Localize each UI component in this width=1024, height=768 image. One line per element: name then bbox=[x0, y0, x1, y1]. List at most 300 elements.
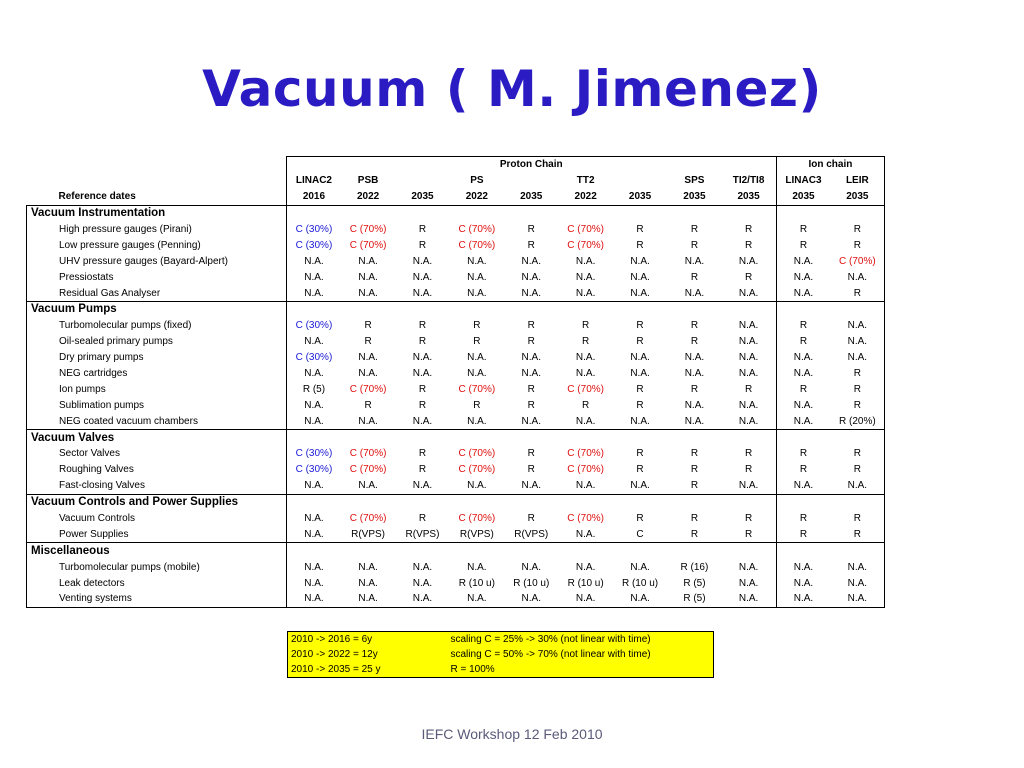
section-title: Vacuum Valves bbox=[27, 430, 287, 446]
section-spacer-cell bbox=[722, 543, 776, 559]
value-cell: C (30%) bbox=[287, 318, 341, 334]
value-cell: C (70%) bbox=[567, 448, 604, 460]
row-label: Sector Valves bbox=[27, 446, 287, 462]
value-cell: N.A. bbox=[830, 350, 884, 366]
value-cell: R bbox=[418, 336, 427, 348]
value-cell: N.A. bbox=[287, 511, 341, 527]
table-row bbox=[27, 253, 885, 269]
value-cell: N.A. bbox=[467, 352, 487, 364]
value-cell: C (70%) bbox=[458, 239, 496, 251]
table-row bbox=[27, 285, 885, 301]
row-label: High pressure gauges (Pirani) bbox=[27, 222, 287, 238]
value-cell: N.A. bbox=[521, 561, 541, 573]
value-cell: R bbox=[776, 237, 830, 253]
section-spacer-cell bbox=[830, 543, 884, 559]
table-row bbox=[27, 511, 885, 527]
value-cell: C (70%) bbox=[349, 448, 387, 460]
value-cell: N.A. bbox=[467, 271, 487, 283]
value-cell: R bbox=[690, 271, 699, 283]
value-cell: N.A. bbox=[738, 320, 759, 332]
legend-period: 2010 -> 2016 = 6y bbox=[291, 634, 373, 645]
value-cell: C (70%) bbox=[458, 383, 496, 395]
value-cell: R (5) bbox=[683, 577, 706, 589]
value-cell: N.A. bbox=[575, 352, 596, 364]
vacuum-table-body bbox=[27, 157, 885, 608]
value-cell: N.A. bbox=[630, 415, 650, 427]
section-spacer-cell bbox=[395, 302, 449, 318]
proton-chain-header: Proton Chain bbox=[287, 157, 777, 173]
value-cell: R(VPS) bbox=[514, 528, 549, 540]
section-spacer-cell bbox=[667, 205, 721, 221]
value-cell: R bbox=[582, 336, 590, 348]
value-cell: R bbox=[418, 320, 427, 332]
value-cell: C (70%) bbox=[458, 464, 496, 476]
value-cell: R bbox=[418, 224, 427, 235]
value-cell: R bbox=[473, 399, 481, 411]
header-row-years bbox=[27, 189, 885, 205]
section-spacer-cell bbox=[776, 302, 830, 318]
table-row bbox=[27, 334, 885, 350]
value-cell: C (70%) bbox=[458, 224, 496, 235]
section-spacer-cell bbox=[341, 430, 395, 446]
machine-header-cell: TI2/TI8 bbox=[732, 175, 765, 187]
value-cell: N.A. bbox=[412, 480, 433, 492]
value-cell: N.A. bbox=[287, 397, 341, 413]
section-spacer-cell bbox=[830, 302, 884, 318]
value-cell: N.A. bbox=[504, 591, 558, 607]
value-cell: N.A. bbox=[738, 352, 759, 364]
value-cell: N.A. bbox=[412, 415, 433, 427]
machine-header-cell bbox=[395, 173, 449, 189]
value-cell: N.A. bbox=[467, 415, 487, 427]
value-cell: R bbox=[830, 285, 884, 301]
value-cell: R bbox=[527, 320, 535, 332]
value-cell: R bbox=[744, 224, 753, 235]
value-cell: R (10 u) bbox=[513, 577, 550, 589]
table-row bbox=[27, 446, 885, 462]
table-row bbox=[27, 526, 885, 542]
section-spacer-cell bbox=[504, 494, 558, 510]
value-cell: R bbox=[364, 336, 372, 348]
row-label: Low pressure gauges (Penning) bbox=[27, 237, 287, 253]
value-cell: N.A. bbox=[830, 334, 884, 350]
section-spacer-cell bbox=[341, 205, 395, 221]
value-cell: N.A. bbox=[630, 255, 650, 267]
value-cell: R bbox=[830, 526, 884, 542]
value-cell: C (70%) bbox=[830, 253, 884, 269]
legend-body bbox=[288, 632, 714, 678]
value-cell: N.A. bbox=[358, 561, 378, 573]
value-cell: R bbox=[830, 237, 884, 253]
value-cell: N.A. bbox=[521, 271, 541, 283]
value-cell: R bbox=[636, 399, 644, 411]
section-spacer-cell bbox=[558, 543, 612, 559]
value-cell: R bbox=[418, 448, 427, 460]
value-cell: N.A. bbox=[521, 352, 541, 364]
value-cell: R bbox=[527, 239, 535, 251]
table-row bbox=[27, 559, 885, 575]
value-cell: R bbox=[527, 224, 535, 235]
value-cell: N.A. bbox=[575, 561, 596, 573]
section-row bbox=[27, 302, 885, 318]
value-cell: N.A. bbox=[776, 397, 830, 413]
year-header-cell: 2035 bbox=[520, 191, 543, 203]
header-row-machines bbox=[27, 173, 885, 189]
value-cell: N.A. bbox=[722, 591, 776, 607]
value-cell: R bbox=[418, 464, 427, 476]
value-cell: R bbox=[527, 336, 535, 348]
section-row bbox=[27, 430, 885, 446]
value-cell: N.A. bbox=[358, 368, 378, 380]
value-cell: R (10 u) bbox=[458, 577, 495, 589]
value-cell: N.A. bbox=[287, 334, 341, 350]
value-cell: N.A. bbox=[521, 415, 541, 427]
section-spacer-cell bbox=[450, 205, 504, 221]
value-cell: R bbox=[636, 464, 644, 476]
value-cell: R bbox=[636, 239, 644, 251]
value-cell: N.A. bbox=[412, 577, 433, 589]
value-cell: N.A. bbox=[467, 561, 487, 573]
value-cell: N.A. bbox=[776, 269, 830, 285]
row-label: Ion pumps bbox=[27, 381, 287, 397]
row-label: Sublimation pumps bbox=[27, 397, 287, 413]
value-cell: R bbox=[636, 336, 644, 348]
value-cell: N.A. bbox=[684, 415, 705, 427]
value-cell: N.A. bbox=[287, 253, 341, 269]
value-cell: N.A. bbox=[358, 415, 378, 427]
value-cell: N.A. bbox=[776, 591, 830, 607]
value-cell: N.A. bbox=[776, 285, 830, 301]
value-cell: R bbox=[636, 224, 644, 235]
value-cell: R bbox=[690, 383, 699, 395]
value-cell: N.A. bbox=[412, 287, 433, 299]
value-cell: C (30%) bbox=[287, 350, 341, 366]
section-spacer-cell bbox=[287, 430, 341, 446]
section-spacer-cell bbox=[667, 494, 721, 510]
value-cell: R bbox=[582, 320, 590, 332]
value-cell: N.A. bbox=[776, 366, 830, 382]
value-cell: R bbox=[830, 462, 884, 478]
value-cell: N.A. bbox=[467, 255, 487, 267]
row-label: Leak detectors bbox=[27, 575, 287, 591]
value-cell: R bbox=[744, 271, 753, 283]
table-row bbox=[27, 381, 885, 397]
value-cell: R bbox=[830, 446, 884, 462]
value-cell: R bbox=[690, 448, 699, 460]
value-cell: N.A. bbox=[412, 561, 433, 573]
row-label: Oil-sealed primary pumps bbox=[27, 334, 287, 350]
section-spacer-cell bbox=[830, 494, 884, 510]
machine-header-cell: PS bbox=[470, 175, 484, 187]
reference-dates-label: Reference dates bbox=[58, 191, 136, 203]
section-spacer-cell bbox=[613, 302, 667, 318]
table-row bbox=[27, 222, 885, 238]
value-cell: R bbox=[744, 239, 753, 251]
value-cell: C (70%) bbox=[567, 513, 604, 525]
section-spacer-cell bbox=[504, 543, 558, 559]
slide-title: Vacuum ( M. Jimenez) bbox=[202, 60, 822, 118]
value-cell: N.A. bbox=[467, 480, 487, 492]
value-cell: R bbox=[830, 222, 884, 238]
table-row bbox=[27, 591, 885, 607]
table-row bbox=[27, 397, 885, 413]
row-label: Turbomolecular pumps (mobile) bbox=[27, 559, 287, 575]
value-cell: N.A. bbox=[412, 255, 433, 267]
value-cell: R bbox=[776, 462, 830, 478]
row-label: UHV pressure gauges (Bayard-Alpert) bbox=[27, 253, 287, 269]
value-cell: N.A. bbox=[776, 478, 830, 494]
year-header-cell: 2016 bbox=[287, 189, 341, 205]
value-cell: N.A. bbox=[684, 255, 705, 267]
value-cell: N.A. bbox=[684, 399, 705, 411]
section-spacer-cell bbox=[613, 430, 667, 446]
value-cell: C (70%) bbox=[349, 224, 387, 235]
value-cell: R bbox=[776, 526, 830, 542]
value-cell: N.A. bbox=[613, 591, 667, 607]
value-cell: N.A. bbox=[738, 577, 759, 589]
row-label: NEG cartridges bbox=[27, 366, 287, 382]
table-row bbox=[27, 269, 885, 285]
value-cell: R bbox=[636, 513, 644, 525]
value-cell: N.A. bbox=[738, 561, 759, 573]
value-cell: R bbox=[418, 399, 427, 411]
value-cell: R bbox=[582, 399, 590, 411]
value-cell: R bbox=[776, 318, 830, 334]
section-spacer-cell bbox=[558, 430, 612, 446]
section-spacer-cell bbox=[722, 205, 776, 221]
value-cell: R bbox=[527, 399, 535, 411]
value-cell: R bbox=[776, 334, 830, 350]
section-spacer-cell bbox=[504, 302, 558, 318]
value-cell: N.A. bbox=[630, 287, 650, 299]
machine-header-cell bbox=[504, 173, 558, 189]
header-empty-cell bbox=[27, 157, 287, 173]
value-cell: R(VPS) bbox=[351, 528, 386, 540]
value-cell: N.A. bbox=[684, 287, 705, 299]
value-cell: C (30%) bbox=[287, 222, 341, 238]
value-cell: R bbox=[527, 448, 535, 460]
row-label: Power Supplies bbox=[27, 526, 287, 542]
section-title: Vacuum Controls and Power Supplies bbox=[27, 494, 287, 510]
machine-header-cell: LEIR bbox=[830, 173, 884, 189]
machine-header-cell: LINAC3 bbox=[776, 173, 830, 189]
value-cell: N.A. bbox=[738, 480, 759, 492]
value-cell: R bbox=[830, 381, 884, 397]
year-header-cell: 2035 bbox=[737, 191, 760, 203]
value-cell: R bbox=[744, 383, 753, 395]
year-header-cell: 2035 bbox=[830, 189, 884, 205]
year-header-cell: 2035 bbox=[683, 191, 706, 203]
value-cell: R bbox=[690, 320, 699, 332]
value-cell: N.A. bbox=[412, 271, 433, 283]
value-cell: R bbox=[776, 511, 830, 527]
value-cell: N.A. bbox=[738, 255, 759, 267]
legend-row bbox=[288, 647, 714, 662]
value-cell: R bbox=[690, 336, 699, 348]
value-cell: N.A. bbox=[776, 575, 830, 591]
value-cell: R (10 u) bbox=[567, 577, 604, 589]
value-cell: N.A. bbox=[830, 591, 884, 607]
section-row bbox=[27, 494, 885, 510]
section-spacer-cell bbox=[450, 543, 504, 559]
vacuum-table-container bbox=[26, 156, 885, 608]
section-row bbox=[27, 543, 885, 559]
year-header-cell: 2035 bbox=[776, 189, 830, 205]
value-cell: N.A. bbox=[630, 271, 650, 283]
value-cell: R bbox=[636, 383, 644, 395]
value-cell: N.A. bbox=[358, 577, 378, 589]
section-spacer-cell bbox=[504, 430, 558, 446]
value-cell: R bbox=[744, 513, 753, 525]
row-label: Pressiostats bbox=[27, 269, 287, 285]
value-cell: N.A. bbox=[830, 318, 884, 334]
section-spacer-cell bbox=[287, 543, 341, 559]
value-cell: N.A. bbox=[684, 352, 705, 364]
section-spacer-cell bbox=[667, 430, 721, 446]
legend-scaling: scaling C = 25% -> 30% (not linear with time) bbox=[450, 634, 651, 645]
value-cell: N.A. bbox=[287, 366, 341, 382]
value-cell: N.A. bbox=[575, 271, 596, 283]
value-cell: N.A. bbox=[358, 287, 378, 299]
row-label: Roughing Valves bbox=[27, 462, 287, 478]
legend-period: 2010 -> 2022 = 12y bbox=[291, 649, 378, 660]
section-title: Miscellaneous bbox=[27, 543, 287, 559]
value-cell: R (5) bbox=[667, 591, 721, 607]
section-spacer-cell bbox=[558, 205, 612, 221]
value-cell: C bbox=[636, 528, 644, 540]
year-header-cell: 2035 bbox=[628, 191, 652, 203]
value-cell: N.A. bbox=[521, 287, 541, 299]
section-spacer-cell bbox=[504, 205, 558, 221]
value-cell: N.A. bbox=[738, 336, 759, 348]
value-cell: R bbox=[527, 513, 535, 525]
row-label: NEG coated vacuum chambers bbox=[27, 413, 287, 429]
header-empty-cell bbox=[27, 173, 287, 189]
section-spacer-cell bbox=[287, 494, 341, 510]
section-spacer-cell bbox=[613, 205, 667, 221]
value-cell: R (20%) bbox=[830, 413, 884, 429]
value-cell: N.A. bbox=[738, 399, 759, 411]
value-cell: N.A. bbox=[358, 271, 378, 283]
value-cell: N.A. bbox=[776, 559, 830, 575]
section-spacer-cell bbox=[613, 494, 667, 510]
value-cell: N.A. bbox=[287, 526, 341, 542]
section-spacer-cell bbox=[558, 302, 612, 318]
table-row bbox=[27, 462, 885, 478]
section-spacer-cell bbox=[776, 494, 830, 510]
value-cell: R bbox=[418, 383, 427, 395]
machine-header-cell: TT2 bbox=[576, 175, 595, 187]
section-spacer-cell bbox=[558, 494, 612, 510]
row-label: Fast-closing Valves bbox=[27, 478, 287, 494]
value-cell: R bbox=[527, 464, 535, 476]
value-cell: N.A. bbox=[630, 352, 650, 364]
section-spacer-cell bbox=[722, 494, 776, 510]
value-cell: R bbox=[744, 464, 753, 476]
section-spacer-cell bbox=[450, 430, 504, 446]
value-cell: C (70%) bbox=[567, 464, 604, 476]
value-cell: R bbox=[690, 224, 699, 235]
machine-header-cell: PSB bbox=[357, 175, 379, 187]
legend-table bbox=[287, 631, 714, 678]
row-label: Venting systems bbox=[27, 591, 287, 607]
value-cell: C (70%) bbox=[567, 239, 604, 251]
table-row bbox=[27, 413, 885, 429]
value-cell: R bbox=[473, 336, 481, 348]
value-cell: N.A. bbox=[287, 413, 341, 429]
value-cell: N.A. bbox=[738, 368, 759, 380]
section-spacer-cell bbox=[450, 302, 504, 318]
value-cell: N.A. bbox=[575, 255, 596, 267]
section-spacer-cell bbox=[450, 494, 504, 510]
value-cell: N.A. bbox=[358, 480, 378, 492]
value-cell: N.A. bbox=[776, 253, 830, 269]
value-cell: N.A. bbox=[521, 255, 541, 267]
value-cell: N.A. bbox=[287, 575, 341, 591]
value-cell: N.A. bbox=[575, 415, 596, 427]
value-cell: N.A. bbox=[395, 591, 449, 607]
legend-scaling: scaling C = 50% -> 70% (not linear with time) bbox=[450, 649, 651, 660]
value-cell: R bbox=[636, 320, 644, 332]
section-spacer-cell bbox=[776, 205, 830, 221]
year-header-cell: 2022 bbox=[356, 191, 380, 203]
value-cell: N.A. bbox=[830, 478, 884, 494]
value-cell: N.A. bbox=[521, 480, 541, 492]
value-cell: R bbox=[690, 480, 699, 492]
row-label: Turbomolecular pumps (fixed) bbox=[27, 318, 287, 334]
value-cell: R bbox=[364, 320, 372, 332]
section-spacer-cell bbox=[395, 205, 449, 221]
table-row bbox=[27, 575, 885, 591]
value-cell: N.A. bbox=[558, 591, 612, 607]
section-spacer-cell bbox=[722, 430, 776, 446]
value-cell: N.A. bbox=[575, 480, 596, 492]
value-cell: R(VPS) bbox=[459, 528, 494, 540]
value-cell: N.A. bbox=[287, 559, 341, 575]
value-cell: C (70%) bbox=[349, 464, 387, 476]
value-cell: C (70%) bbox=[567, 383, 604, 395]
legend-period: 2010 -> 2035 = 25 y bbox=[291, 664, 381, 675]
section-spacer-cell bbox=[667, 543, 721, 559]
value-cell: C (70%) bbox=[349, 239, 387, 251]
value-cell: R bbox=[830, 511, 884, 527]
value-cell: R bbox=[776, 381, 830, 397]
value-cell: R bbox=[744, 528, 753, 540]
value-cell: R bbox=[776, 222, 830, 238]
value-cell: R bbox=[690, 528, 699, 540]
value-cell: N.A. bbox=[341, 591, 395, 607]
value-cell: N.A. bbox=[467, 287, 487, 299]
value-cell: N.A. bbox=[684, 368, 705, 380]
value-cell: N.A. bbox=[830, 269, 884, 285]
value-cell: C (70%) bbox=[349, 383, 387, 395]
section-spacer-cell bbox=[395, 543, 449, 559]
table-row bbox=[27, 318, 885, 334]
value-cell: R bbox=[690, 513, 699, 525]
value-cell: R(VPS) bbox=[405, 528, 440, 540]
year-header-cell: 2022 bbox=[465, 191, 488, 203]
legend-box bbox=[287, 631, 714, 678]
value-cell: N.A. bbox=[738, 287, 759, 299]
value-cell: R bbox=[364, 399, 372, 411]
value-cell: N.A. bbox=[776, 350, 830, 366]
value-cell: R bbox=[776, 446, 830, 462]
section-spacer-cell bbox=[395, 494, 449, 510]
footer-text: IEFC Workshop 12 Feb 2010 bbox=[421, 726, 603, 742]
value-cell: N.A. bbox=[830, 559, 884, 575]
section-spacer-cell bbox=[287, 205, 341, 221]
value-cell: R bbox=[690, 239, 699, 251]
